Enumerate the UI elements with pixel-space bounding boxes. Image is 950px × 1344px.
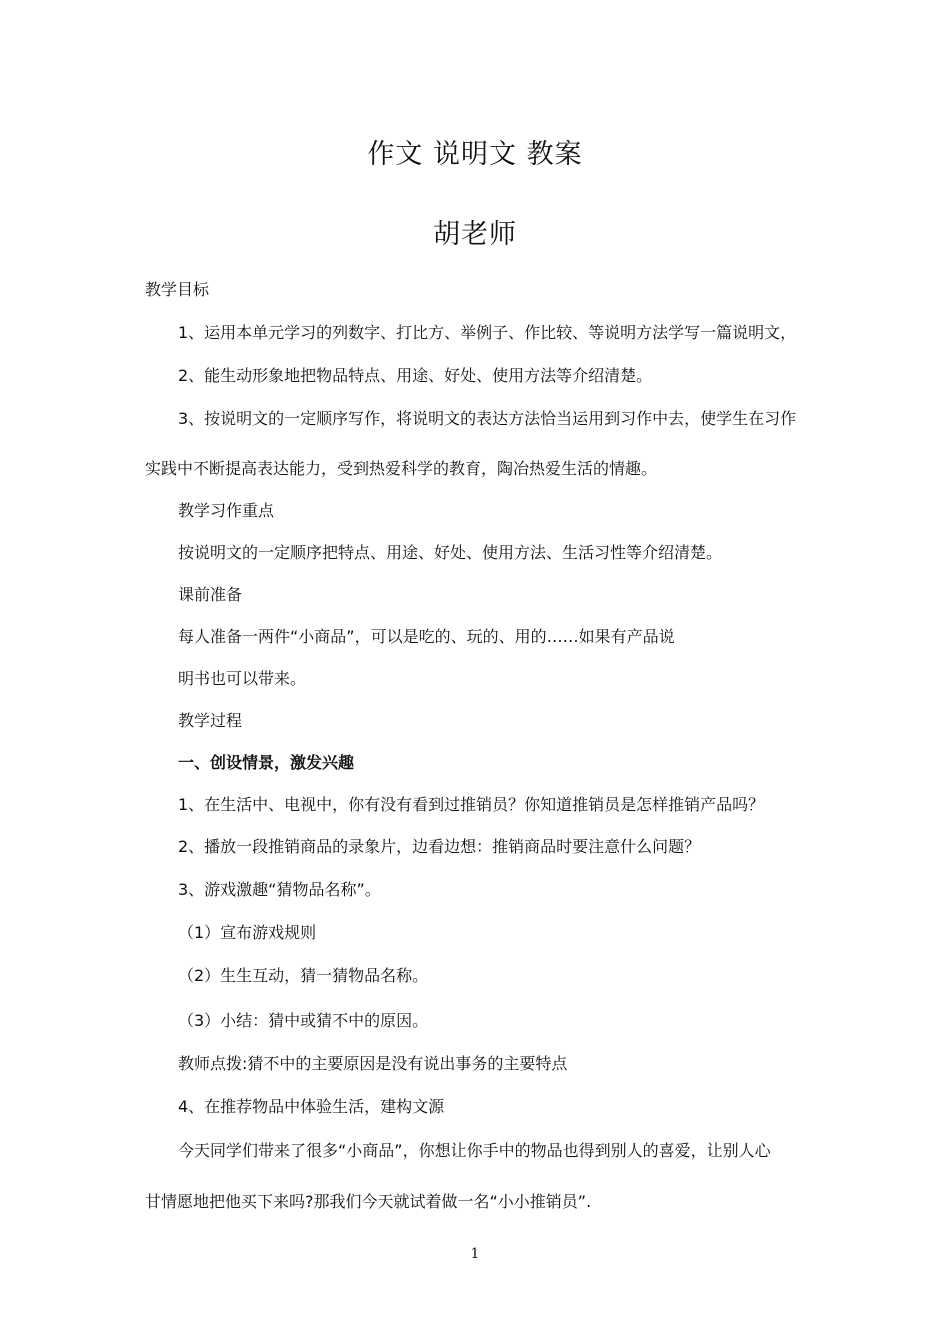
objective-item-2: 2、能生动形象地把物品特点、用途、好处、使用方法等介绍清楚。 (178, 366, 653, 385)
teacher-guidance: 教师点拨:猜不中的主要原因是没有说出事务的主要特点 (178, 1054, 568, 1073)
process-item-2: 2、播放一段推销商品的录象片，边看边想：推销商品时要注意什么问题？ (178, 837, 701, 856)
page-number: 1 (470, 1246, 480, 1262)
process-subitem-1: （1）宣布游戏规则 (178, 923, 317, 942)
process-subitem-3: （3）小结：猜中或猜不中的原因。 (178, 1011, 429, 1030)
key-points-text: 按说明文的一定顺序把特点、用途、好处、使用方法、生活习性等介绍清楚。 (178, 543, 723, 562)
process-item-4-text-continued: 甘情愿地把他买下来吗?那我们今天就试着做一名“小小推销员”. (145, 1192, 592, 1211)
process-step-heading: 一、创设情景，激发兴趣 (178, 753, 355, 772)
process-item-4-text: 今天同学们带来了很多“小商品”，你想让你手中的物品也得到别人的喜爱，让别人心 (178, 1141, 771, 1160)
preparation-text: 每人准备一两件“小商品”，可以是吃的、玩的、用的……如果有产品说 (178, 627, 675, 646)
process-item-3: 3、游戏激趣“猜物品名称”。 (178, 880, 381, 899)
process-item-1: 1、在生活中、电视中，你有没有看到过推销员？你知道推销员是怎样推销产品吗？ (178, 795, 765, 814)
preparation-text-continued: 明书也可以带来。 (178, 669, 307, 688)
section-heading-objectives: 教学目标 (145, 280, 210, 299)
document-author: 胡老师 (433, 219, 517, 250)
process-subitem-2: （2）生生互动，猜一猜物品名称。 (178, 966, 429, 985)
objective-item-3: 3、按说明文的一定顺序写作，将说明文的表达方法恰当运用到习作中去，使学生在习作 (178, 409, 797, 428)
objective-item-3-continued: 实践中不断提高表达能力，受到热爱科学的教育，陶冶热爱生活的情趣。 (145, 459, 658, 478)
process-item-4: 4、在推荐物品中体验生活，建构文源 (178, 1097, 445, 1116)
section-heading-preparation: 课前准备 (178, 585, 243, 604)
section-heading-key-points: 教学习作重点 (178, 501, 275, 520)
section-heading-process: 教学过程 (178, 711, 243, 730)
document-title: 作文 说明文 教案 (367, 139, 583, 170)
objective-item-1: 1、运用本单元学习的列数字、打比方、举例子、作比较、等说明方法学写一篇说明文， (178, 323, 797, 342)
